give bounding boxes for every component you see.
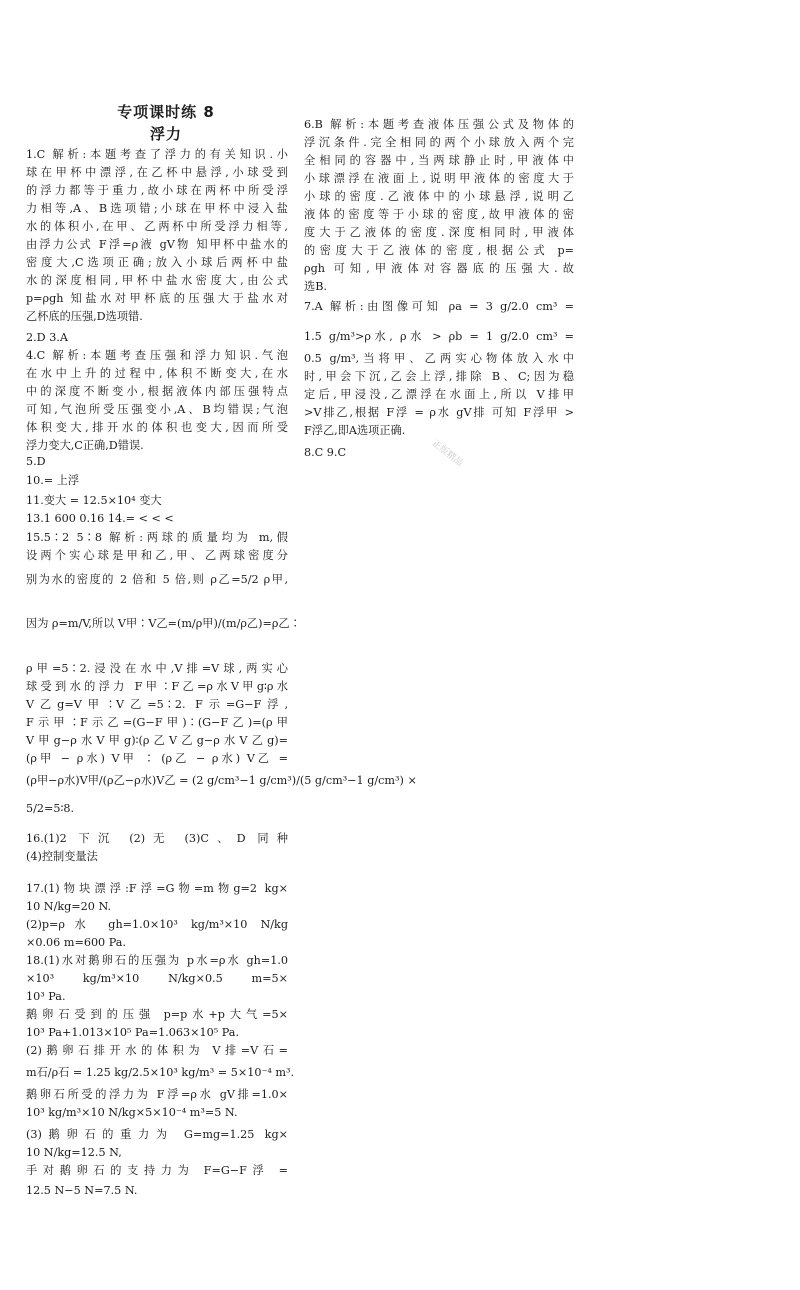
answer-line: (2)鹅卵石排开水的体积为 V排=V石= bbox=[26, 1044, 288, 1057]
answer-line: ×10³ kg/m³×10 N/kg×0.5 m=5× bbox=[26, 972, 288, 985]
answer-line: 水的深度相同,甲杯中盐水密度大,由公式 bbox=[26, 274, 288, 287]
answer-line: 10 N/kg=20 N. bbox=[26, 900, 112, 913]
watermark-text: 正版精品 bbox=[429, 438, 465, 469]
page-subtitle: 浮力 bbox=[149, 125, 182, 143]
answer-line: 10 N/kg=12.5 N, bbox=[26, 1146, 122, 1159]
answer-line: 手对鹅卵石的支持力为 F=G−F浮 = bbox=[26, 1164, 288, 1177]
answer-line: 小球漂浮在液面上,说明甲液体的密度大于 bbox=[304, 172, 574, 185]
answer-line: 由浮力公式 F浮=ρ液 gV物 知甲杯中盐水的 bbox=[26, 238, 288, 251]
answer-line: 10³ Pa+1.013×10⁵ Pa=1.063×10⁵ Pa. bbox=[26, 1026, 240, 1039]
answer-line: 时,甲会下沉,乙会上浮,排除 B、C;因为稳 bbox=[304, 370, 574, 383]
answer-line: 体积变大,排开水的体积也变大,因而所受 bbox=[26, 421, 288, 434]
answer-line: (2)p=ρ水 gh=1.0×10³ kg/m³×10 N/kg bbox=[26, 918, 288, 931]
answer-line: 乙杯底的压强,D选项错. bbox=[26, 310, 143, 323]
answer-line: 12.5 N−5 N=7.5 N. bbox=[26, 1184, 138, 1197]
answer-line: 水的体积小,在甲、乙两杯中所受浮力相等, bbox=[26, 220, 288, 233]
answer-line: 16.(1)2 下沉 (2)无 (3)C、D 同种 bbox=[26, 832, 288, 845]
answer-line: 7.A 解析:由图像可知 ρa = 3 g/2.0 cm³ = bbox=[304, 300, 574, 313]
answer-line: 10³ kg/m³×10 N/kg×5×10⁻⁴ m³=5 N. bbox=[26, 1106, 238, 1119]
answer-line: 1.C 解析:本题考查了浮力的有关知识.小 bbox=[26, 148, 288, 161]
answer-line: >V排乙,根据 F浮 = ρ水 gV排 可知 F浮甲 > bbox=[304, 406, 574, 419]
answer-line: 密度大,C选项正确;放入小球后两杯中盐 bbox=[26, 256, 288, 269]
answer-line: (ρ甲−ρ水)V甲/(ρ乙−ρ水)V乙 = (2 g/cm³−1 g/cm³)/(5 g/cm³−1 g/cm³) × bbox=[26, 774, 417, 787]
answer-line: ×0.06 m=600 Pa. bbox=[26, 936, 126, 949]
answer-line: F浮乙,即A选项正确. bbox=[304, 424, 406, 437]
answer-line: p=ρgh 知盐水对甲杯底的压强大于盐水对 bbox=[26, 292, 288, 305]
answer-line: ρ甲=5∶2.浸没在水中,V排=V球,两实心 bbox=[26, 662, 288, 675]
answer-line: V甲g−ρ水V甲g)∶(ρ乙V乙g−ρ水V乙g)= bbox=[26, 734, 288, 747]
answer-line: 10.= 上浮 bbox=[26, 474, 80, 487]
answer-line: 8.C 9.C bbox=[304, 446, 347, 459]
answer-line: 11.变大 = 12.5×10⁴ 变大 bbox=[26, 494, 162, 507]
answer-line: ρgh 可知,甲液体对容器底的压强大.故 bbox=[304, 262, 574, 275]
answer-line: 球受到水的浮力 F甲∶F乙=ρ水V甲g∶ρ水 bbox=[26, 680, 288, 693]
answer-line: 液体的密度等于小球的密度,故甲液体的密 bbox=[304, 208, 574, 221]
answer-line: 设两个实心球是甲和乙,甲、乙两球密度分 bbox=[26, 549, 288, 562]
answer-line: 10³ Pa. bbox=[26, 990, 66, 1003]
answer-line: 4.C 解析:本题考查压强和浮力知识.气泡 bbox=[26, 349, 288, 362]
answer-line: 定后,甲浸没,乙漂浮在水面上,所以 V排甲 bbox=[304, 388, 574, 401]
answer-line: 选B. bbox=[304, 280, 327, 293]
answer-line: (4)控制变量法 bbox=[26, 850, 98, 863]
answer-line: F示甲∶F示乙=(G−F甲)∶(G−F乙)=(ρ甲 bbox=[26, 716, 288, 729]
answer-line: 的浮力都等于重力,故小球在两杯中所受浮 bbox=[26, 184, 288, 197]
answer-line: 1.5 g/m³>ρ水, ρ水 > ρb = 1 g/2.0 cm³ = bbox=[304, 330, 574, 343]
answer-line: 的密度大于乙液体的密度,根据公式 p= bbox=[304, 244, 574, 257]
answer-line: 13.1 600 0.16 14.= < < < bbox=[26, 512, 174, 525]
answer-line: 鹅卵石所受的浮力为 F浮=ρ水 gV排=1.0× bbox=[26, 1088, 288, 1101]
answer-line: 6.B 解析:本题考查液体压强公式及物体的 bbox=[304, 118, 574, 131]
answer-line: 在水中上升的过程中,体积不断变大,在水 bbox=[26, 367, 288, 380]
answer-line: 5/2=5∶8. bbox=[26, 802, 75, 815]
answer-line: 18.(1)水对鹅卵石的压强为 p水=ρ水 gh=1.0 bbox=[26, 954, 288, 967]
answer-line: 浮沉条件.完全相同的两个小球放入两个完 bbox=[304, 136, 574, 149]
answer-line: (3)鹅卵石的重力为 G=mg=1.25 kg× bbox=[26, 1128, 288, 1141]
answer-line: 球在甲杯中漂浮,在乙杯中悬浮,小球受到 bbox=[26, 166, 288, 179]
answer-line: 0.5 g/m³,当将甲、乙两实心物体放入水中 bbox=[304, 352, 574, 365]
answer-line: 鹅卵石受到的压强 p=p水+p大气=5× bbox=[26, 1008, 288, 1021]
answer-line: 全相同的容器中,当两球静止时,甲液体中 bbox=[304, 154, 574, 167]
answer-line: 因为 ρ=m/V,所以 V甲∶V乙=(m/ρ甲)/(m/ρ乙)=ρ乙∶ bbox=[26, 617, 301, 630]
answer-line: 15.5∶2 5∶8 解析:两球的质量均为 m,假 bbox=[26, 531, 288, 544]
page-title: 专项课时练 8 bbox=[117, 103, 215, 121]
answer-line: 别为水的密度的 2 倍和 5 倍,则 ρ乙=5/2 ρ甲, bbox=[26, 573, 288, 586]
answer-line: 2.D 3.A bbox=[26, 331, 68, 344]
answer-line: 度大于乙液体的密度.深度相同时,甲液体 bbox=[304, 226, 574, 239]
answer-line: 小球的密度.乙液体中的小球悬浮,说明乙 bbox=[304, 190, 574, 203]
answer-line: 5.D bbox=[26, 455, 46, 468]
answer-line: 力相等,A、B选项错;小球在甲杯中浸入盐 bbox=[26, 202, 288, 215]
answer-line: 中的深度不断变小,根据液体内部压强特点 bbox=[26, 385, 288, 398]
answer-line: 可知,气泡所受压强变小,A、B均错误;气泡 bbox=[26, 403, 288, 416]
answer-line: m石/ρ石 = 1.25 kg/2.5×10³ kg/m³ = 5×10⁻⁴ m³. bbox=[26, 1066, 295, 1079]
answer-line: (ρ甲 − ρ水) V甲 ∶ (ρ乙 − ρ水) V乙 = bbox=[26, 752, 288, 765]
answer-line: 17.(1)物块漂浮:F浮=G物=m物g=2 kg× bbox=[26, 882, 288, 895]
answer-line: V乙g=V甲∶V乙=5∶2. F示=G−F浮, bbox=[26, 698, 288, 711]
answer-line: 浮力变大,C正确,D错误. bbox=[26, 439, 144, 452]
